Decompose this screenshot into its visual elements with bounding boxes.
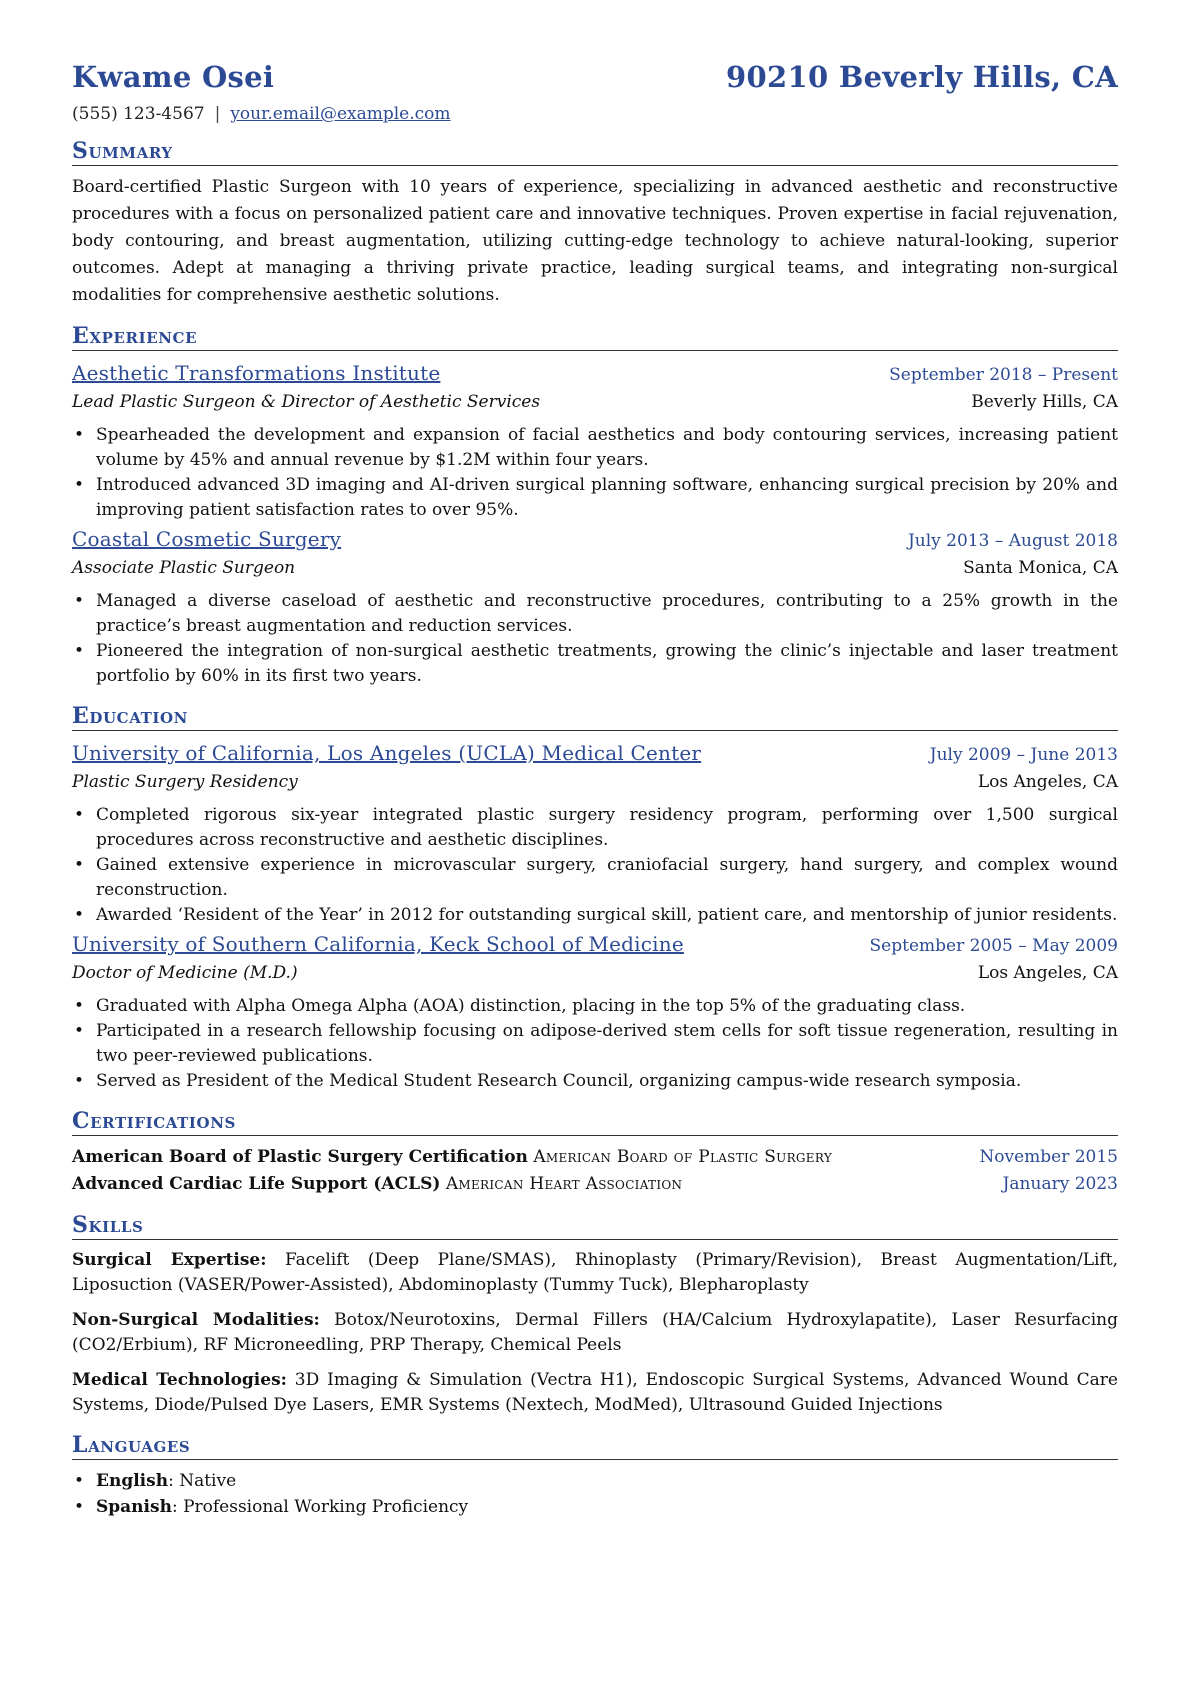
language-name: English <box>96 1471 169 1491</box>
skill-list: Botox/Neurotoxins, Dermal Fillers (HA/Calcium Hydroxylapatite), Laser Resurfacing (CO2/Erbium), RF Microneedling, PRP Therapy, Chemical Peels <box>72 1310 1119 1355</box>
certification-row <box>72 1144 1118 1171</box>
summary-text: Board-certified Plastic Surgeon with 10 years of experience, specializing in advanced aesthetic and reconstructive procedures with a focus on personalized patient care and innovative techniques. Proven expertise in facial rejuvenation, body contouring, and breast augmentation, utilizing cutting-edge technology to achieve natural-looking, superior outcomes. Adept at managing a thriving private practice, leading surgical teams, and integrating non-surgical modalities for comprehensive aesthetic solutions. <box>72 177 1118 305</box>
section-title-certifications: Certifications <box>72 1108 1118 1136</box>
language-level: Professional Working Proficiency <box>183 1497 469 1517</box>
section-title-skills: Skills <box>72 1212 1118 1240</box>
certification-issuer: American Heart Association <box>445 1174 683 1194</box>
experience-org-link[interactable]: Coastal Cosmetic Surgery <box>72 527 342 551</box>
list-item: • Pioneered the integration of non-surgical aesthetic treatments, growing the clinic’s injectable and laser treatment portfolio by 60% in its first two years. <box>96 639 1118 689</box>
education-bullets <box>72 994 1118 1094</box>
skill-list: Facelift (Deep Plane/SMAS), Rhinoplasty (Primary/Revision), Breast Augmentation/Lift, Liposuction (VASER/Power-Assisted), Abdominoplasty (Tummy Tuck), Blepharoplasty <box>72 1250 1118 1295</box>
contact-line <box>72 104 1118 124</box>
list-item: • English: Native <box>96 1468 1118 1494</box>
education-entry <box>72 739 1118 928</box>
education-entry <box>72 930 1118 1094</box>
section-title-languages: Languages <box>72 1432 1118 1460</box>
language-level: Native <box>179 1471 237 1491</box>
experience-role: Lead Plastic Surgeon & Director of Aesthetic Services <box>72 392 541 412</box>
education-dates: September 2005 – May 2009 <box>869 936 1118 956</box>
list-item: • Gained extensive experience in microvascular surgery, craniofacial surgery, hand surgery, and complex wound reconstruction. <box>96 853 1118 903</box>
experience-dates: July 2013 – August 2018 <box>907 531 1118 551</box>
list-item: • Introduced advanced 3D imaging and AI-driven surgical planning software, enhancing surgical precision by 20% and improving patient satisfaction rates to over 95%. <box>96 473 1118 523</box>
skill-label: Non-Surgical Modalities: <box>72 1310 320 1330</box>
candidate-name: Kwame Osei <box>72 60 275 94</box>
phone-number: (555) 123-4567 <box>72 104 205 124</box>
languages-list <box>72 1468 1118 1520</box>
resume-header <box>72 60 1118 94</box>
education-degree: Plastic Surgery Residency <box>72 772 298 792</box>
certification-date: November 2015 <box>979 1147 1118 1167</box>
certification-name: Advanced Cardiac Life Support (ACLS) <box>72 1174 441 1194</box>
skill-group <box>72 1308 1118 1358</box>
certification-name: American Board of Plastic Surgery Certification <box>72 1147 528 1167</box>
experience-location: Beverly Hills, CA <box>971 392 1118 412</box>
skill-label: Medical Technologies: <box>72 1370 287 1390</box>
experience-bullets <box>72 423 1118 523</box>
section-title-experience: Experience <box>72 323 1118 351</box>
list-item: • Managed a diverse caseload of aesthetic and reconstructive procedures, contributing to a 25% growth in the practice’s breast augmentation and reduction services. <box>96 589 1118 639</box>
experience-location: Santa Monica, CA <box>963 558 1118 578</box>
certification-issuer: American Board of Plastic Surgery <box>533 1147 833 1167</box>
experience-bullets <box>72 589 1118 689</box>
education-bullets <box>72 803 1118 928</box>
education-degree: Doctor of Medicine (M.D.) <box>72 963 298 983</box>
education-org-link[interactable]: University of Southern California, Keck School of Medicine <box>72 932 684 956</box>
resume-page <box>72 60 1118 1520</box>
language-name: Spanish <box>96 1497 172 1517</box>
education-org-link[interactable]: University of California, Los Angeles (UCLA) Medical Center <box>72 741 702 765</box>
certification-row <box>72 1171 1118 1198</box>
skill-group <box>72 1368 1118 1418</box>
education-dates: July 2009 – June 2013 <box>929 745 1118 765</box>
education-location: Los Angeles, CA <box>977 772 1118 792</box>
experience-dates: September 2018 – Present <box>889 365 1118 385</box>
list-item: • Spearheaded the development and expansion of facial aesthetics and body contouring services, increasing patient volume by 45% and annual revenue by $1.2M within four years. <box>96 423 1118 473</box>
section-title-summary: Summary <box>72 138 1118 166</box>
experience-entry <box>72 525 1118 689</box>
skill-label: Surgical Expertise: <box>72 1250 267 1270</box>
list-item: • Served as President of the Medical Student Research Council, organizing campus-wide research symposia. <box>96 1069 1118 1094</box>
skill-group <box>72 1248 1118 1298</box>
candidate-location: 90210 Beverly Hills, CA <box>726 60 1118 94</box>
list-item: • Awarded ‘Resident of the Year’ in 2012 for outstanding surgical skill, patient care, and mentorship of junior residents. <box>96 903 1118 928</box>
section-title-education: Education <box>72 703 1118 731</box>
contact-separator: | <box>214 104 221 124</box>
certification-date: January 2023 <box>1002 1174 1118 1194</box>
skill-list: 3D Imaging & Simulation (Vectra H1), Endoscopic Surgical Systems, Advanced Wound Care Systems, Diode/Pulsed Dye Lasers, EMR Systems (Nextech, ModMed), Ultrasound Guided Injections <box>72 1370 1118 1415</box>
experience-role: Associate Plastic Surgeon <box>72 558 296 578</box>
list-item: • Completed rigorous six-year integrated plastic surgery residency program, performing over 1,500 surgical procedures across reconstructive and aesthetic disciplines. <box>96 803 1118 853</box>
experience-entry <box>72 359 1118 523</box>
education-location: Los Angeles, CA <box>977 963 1118 983</box>
list-item: • Spanish: Professional Working Proficiency <box>96 1494 1118 1520</box>
list-item: • Graduated with Alpha Omega Alpha (AOA) distinction, placing in the top 5% of the graduating class. <box>96 994 1118 1019</box>
list-item: • Participated in a research fellowship focusing on adipose-derived stem cells for soft tissue regeneration, resulting in two peer-reviewed publications. <box>96 1019 1118 1069</box>
experience-org-link[interactable]: Aesthetic Transformations Institute <box>72 361 441 385</box>
email-link[interactable]: your.email@example.com <box>230 104 451 124</box>
